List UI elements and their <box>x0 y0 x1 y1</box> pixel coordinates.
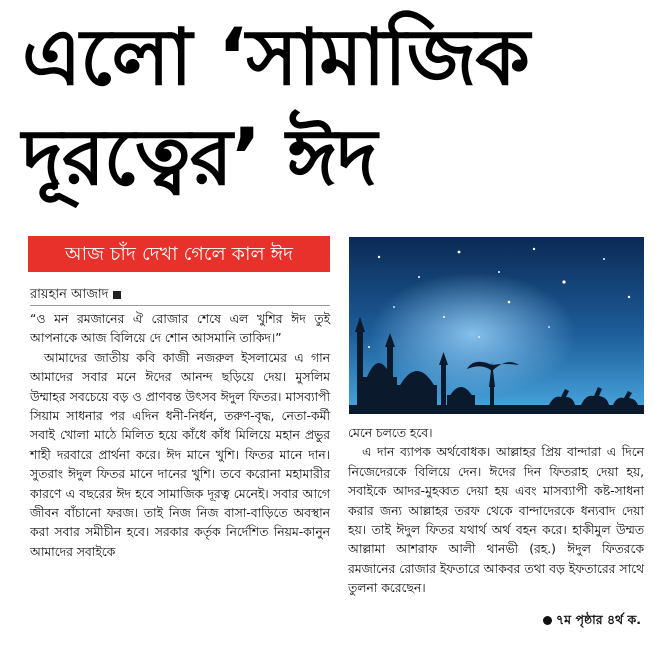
subheadline-banner <box>28 236 330 272</box>
article-paragraph-1-continued: মেনে চলতে হবে। <box>348 426 433 440</box>
eid-photo <box>349 237 644 414</box>
continued-on-note <box>543 612 641 632</box>
headline-line-1: এলো ‘সামাজিক <box>22 13 529 103</box>
square-bullet-icon <box>113 291 121 299</box>
crescent-moon-mosque-icon <box>349 237 644 414</box>
article-column-right <box>348 424 644 599</box>
subheadline-text: আজ চাঁদ দেখা গেলে কাল ঈদ <box>64 243 294 265</box>
article-column-left <box>30 310 330 562</box>
article-paragraph-1: আমাদের জাতীয় কবি কাজী নজরুল ইসলামের এ গান আমাদের সবার মনে ঈদের আনন্দ ছড়িয়ে দেয়। মুসলিম উম্মাহর সবচেয়ে বড় ও প্রাণবন্ত উৎসব ঈদুল ফিতর। মাসব্যাপী সিয়াম সাধনার পর এদিন ধনী-নির্ধন, তরুণ-বৃদ্ধ, নেতা-কর্মী সবাই খোলা মাঠে মিলিত হয়ে কাঁধে কাঁধ মিলিয়ে মহান প্রভুর শাহী দরবারে প্রার্থনা করে। ঈদ মানে খুশি। ফিতর মানে দান। সুতরাং ঈদুল ফিতর মানে দানের খুশি। তবে করোনা মহামারীর কারণে এ বছরের ঈদ হবে সামাজিক দূরত্ব মেনেই। সবার আগে জীবন বাঁচানো ফরজ। তাই নিজ নিজ বাসা-বাড়িতে অবস্থান করা সবার সমীচীন হবে। সরকার কর্তৃক নির্দেশিত নিয়ম-কানুন আমাদের সবাইকে <box>30 350 330 559</box>
byline-divider <box>30 305 330 306</box>
byline-author: রায়হান আজাদ <box>30 287 109 302</box>
article-quote: “ও মন রমজানের ঐ রোজার শেষে এল খুশির ঈদ তুই আপনাকে আজ বিলিয়ে দে শোন আসমানি তাকিদ।” <box>30 312 330 346</box>
round-bullet-icon <box>543 616 552 625</box>
article-paragraph-2: এ দান ব্যাপক অর্থবোধক। আল্লাহর প্রিয় বান্দারা এ দিনে নিজেদেরকে বিলিয়ে দেন। ঈদের দিন ফিতরাহ দেয়া হয়, সবাইকে আদর-মুহব্বত দেয়া হয় এবং মাসব্যাপী কষ্ট-সাধনা করার জন্য আল্লাহর তরফ থেকে বান্দাদেরকে ধন্যবাদ দেয়া হয়। তাই ঈদুল ফিতর যথার্থ অর্থ বহন করে। হাকীমুল উম্মত আল্লামা আশরাফ আলী থানভী (রহ.) ঈদুল ফিতরকে রমজানের রোজার ইফতারে আকবর তথা বড় ইফতারের সাথে তুলনা করেছেন। <box>348 445 644 596</box>
byline <box>30 285 121 306</box>
headline-line-2: দূরত্বের’ ঈদ <box>22 113 377 203</box>
headline <box>22 8 642 208</box>
continued-on-text: ৭ম পৃষ্ঠার ৪র্থ ক. <box>556 612 641 627</box>
